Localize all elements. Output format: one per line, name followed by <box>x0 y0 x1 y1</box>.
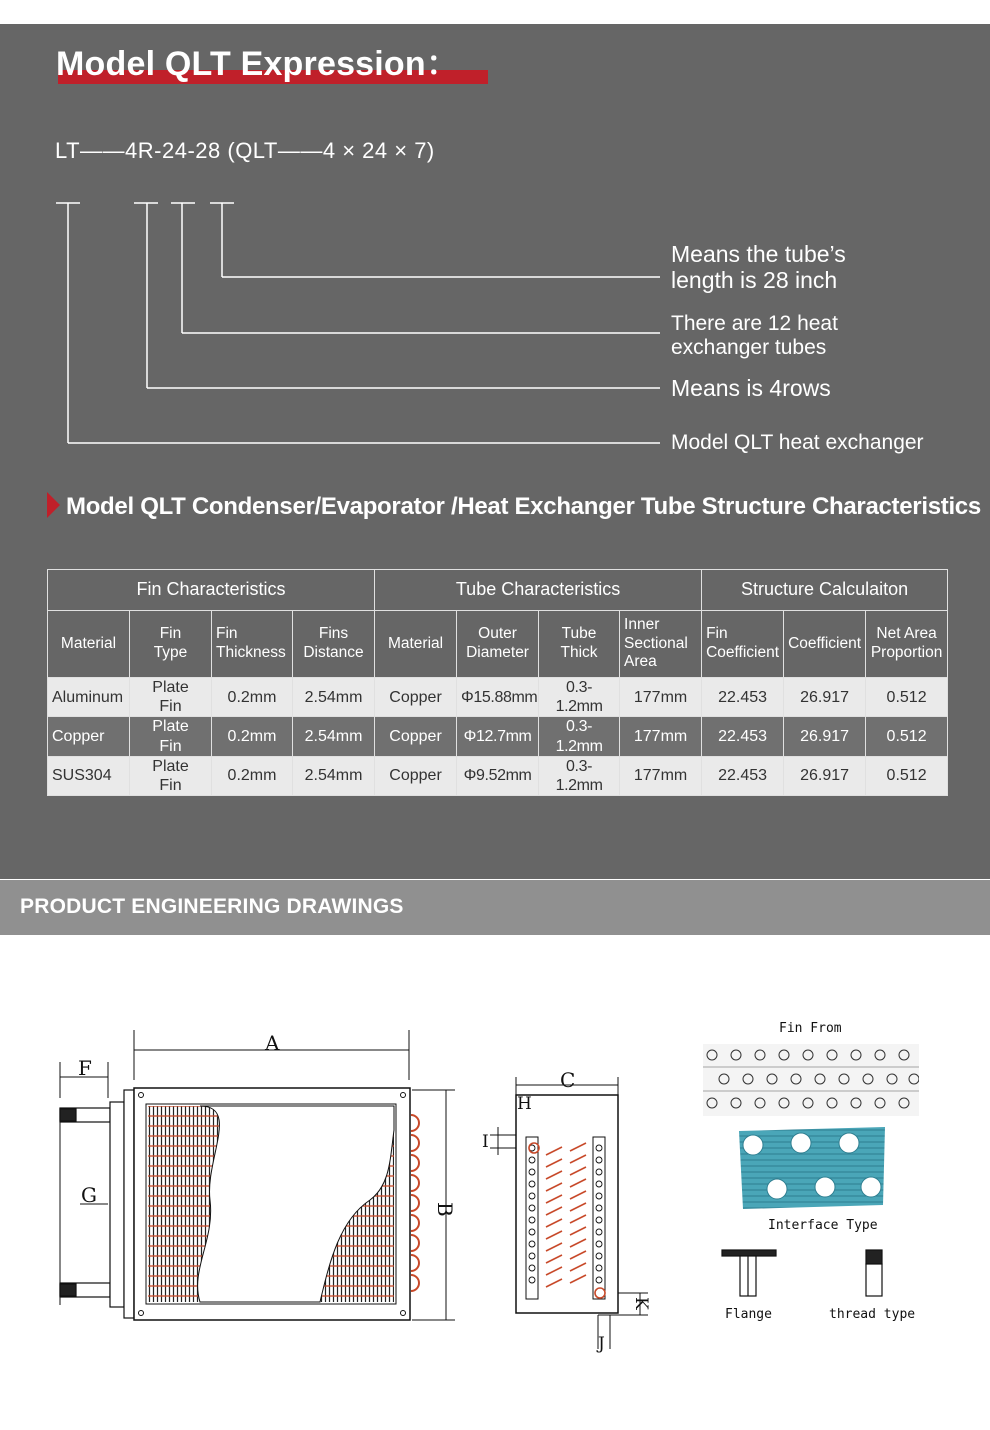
section-title-text: Model QLT Condenser/Evaporator /Heat Exchanger Tube Structure Characteristics <box>66 493 981 520</box>
interface-type-label: Interface Type <box>768 1218 878 1233</box>
header-text: Material <box>60 634 117 652</box>
explanation-tube-count-line1: There are 12 heat <box>671 312 838 335</box>
cell-text: Plate <box>152 718 189 736</box>
cell-inner-area: 177mm <box>620 678 702 717</box>
explanation-tube-length-line1: Means the tube’s <box>671 241 846 267</box>
cell-text: Plate <box>152 757 189 775</box>
cell-fin-type <box>130 678 212 717</box>
cell-coefficient: 26.917 <box>784 756 866 795</box>
header-tube-thick <box>539 611 620 678</box>
cell-tube-thick: 0.3-1.2mm <box>539 756 620 795</box>
explanation-model-line1: Model QLT heat exchanger <box>671 431 924 454</box>
cell-outer-diameter: Φ9.52mm <box>457 756 539 795</box>
header-text: Inner <box>624 616 660 634</box>
cell-tube-material: Copper <box>375 756 457 795</box>
cell-fin-coefficient: 22.453 <box>702 717 784 756</box>
cell-fin-coefficient: 22.453 <box>702 678 784 717</box>
cell-net-area: 0.512 <box>866 717 948 756</box>
header-text: Type <box>153 644 188 661</box>
page-title: Model QLT Expression： <box>56 45 461 83</box>
header-text: Distance <box>303 644 364 661</box>
header-text: Coefficient <box>788 634 862 652</box>
side-view-drawing <box>480 1065 660 1355</box>
front-view-drawing <box>0 1020 480 1340</box>
cell-inner-area: 177mm <box>620 756 702 795</box>
explanation-tube-length <box>671 241 846 294</box>
table-group-row <box>48 570 948 611</box>
dim-label-f: F <box>78 1056 92 1080</box>
header-net-area <box>866 611 948 678</box>
header-tube-material <box>375 611 457 678</box>
thread-type-icon <box>860 1248 890 1298</box>
characteristics-table <box>47 569 948 796</box>
table-row <box>48 678 948 717</box>
header-text: Sectional <box>624 634 688 652</box>
flange-icon <box>720 1248 780 1298</box>
cell-coefficient: 26.917 <box>784 678 866 717</box>
dim-label-j: J <box>598 1334 605 1354</box>
header-text: Net Area <box>876 625 937 643</box>
cell-fin-thickness: 0.2mm <box>212 678 293 717</box>
header-fins-distance <box>293 611 375 678</box>
fin-form-strip <box>703 1044 919 1116</box>
cell-tube-thick: 0.3-1.2mm <box>539 678 620 717</box>
header-inner-area <box>620 611 702 678</box>
dim-label-i: I <box>482 1132 489 1152</box>
cell-outer-diameter: Φ15.88mm <box>457 678 539 717</box>
fin-from-label: Fin From <box>779 1021 842 1036</box>
header-text: Material <box>387 634 444 652</box>
cell-text: Fin <box>159 698 182 716</box>
thread-type-label: thread type <box>829 1307 916 1322</box>
table-header-row <box>48 611 948 678</box>
cell-inner-area: 177mm <box>620 717 702 756</box>
header-text: Proportion <box>870 644 943 661</box>
header-text: Fins <box>318 625 349 643</box>
header-text: Diameter <box>466 644 529 661</box>
explanation-rows-line1: Means is 4rows <box>671 375 831 401</box>
section-title <box>47 492 981 521</box>
flange-label: Flange <box>725 1307 772 1322</box>
group-fin-characteristics: Fin Characteristics <box>48 570 375 611</box>
dim-label-b: B <box>433 1202 457 1217</box>
cell-fin-material: SUS304 <box>48 756 130 795</box>
cell-fin-material: Copper <box>48 717 130 756</box>
banner-title: PRODUCT ENGINEERING DRAWINGS <box>20 895 404 918</box>
cell-outer-diameter: Φ12.7mm <box>457 717 539 756</box>
dim-label-k: K <box>631 1297 651 1310</box>
header-text: Fin <box>159 625 182 643</box>
dim-label-c: C <box>560 1068 576 1092</box>
header-text: Area <box>624 653 657 671</box>
header-fin-coefficient <box>702 611 784 678</box>
cell-text: Fin <box>159 737 182 755</box>
header-text: Tube <box>561 625 597 643</box>
cell-fin-type <box>130 756 212 795</box>
dim-label-g: G <box>81 1183 97 1207</box>
group-tube-characteristics: Tube Characteristics <box>375 570 702 611</box>
cell-tube-material: Copper <box>375 717 457 756</box>
explanation-model <box>671 431 924 455</box>
cell-fin-thickness: 0.2mm <box>212 756 293 795</box>
header-fin-thickness <box>212 611 293 678</box>
header-text: Fin <box>706 625 728 643</box>
cell-fin-material: Aluminum <box>48 678 130 717</box>
header-text: Outer <box>478 625 517 643</box>
header-fin-type <box>130 611 212 678</box>
cell-coefficient: 26.917 <box>784 717 866 756</box>
red-triangle-icon <box>47 492 60 518</box>
dim-label-h: H <box>517 1094 532 1114</box>
cell-fins-distance: 2.54mm <box>293 756 375 795</box>
explanation-tube-length-line2: length is 28 inch <box>671 267 838 294</box>
header-text: Fin <box>216 625 238 643</box>
fin-photo <box>737 1127 887 1209</box>
cell-net-area: 0.512 <box>866 678 948 717</box>
header-text: Thick <box>560 644 598 661</box>
header-text: Thickness <box>216 644 286 661</box>
cell-fin-coefficient: 22.453 <box>702 756 784 795</box>
header-coefficient <box>784 611 866 678</box>
table-row <box>48 756 948 795</box>
header-fin-material <box>48 611 130 678</box>
cell-text: Plate <box>152 679 189 696</box>
table-row <box>48 717 948 756</box>
cell-fins-distance: 2.54mm <box>293 717 375 756</box>
explanation-rows <box>671 375 831 401</box>
explanation-tube-count <box>671 312 838 360</box>
cell-fins-distance: 2.54mm <box>293 678 375 717</box>
dim-label-a: A <box>265 1031 280 1055</box>
cell-text: Fin <box>159 776 182 794</box>
header-outer-diameter <box>457 611 539 678</box>
cell-net-area: 0.512 <box>866 756 948 795</box>
group-structure-calculation: Structure Calculaiton <box>702 570 948 611</box>
cell-tube-material: Copper <box>375 678 457 717</box>
header-text: Coefficient <box>706 644 780 661</box>
cell-fin-thickness: 0.2mm <box>212 717 293 756</box>
model-code: LT——4R-24-28 (QLT——4 × 24 × 7) <box>55 138 435 163</box>
cell-tube-thick: 0.3-1.2mm <box>539 717 620 756</box>
cell-fin-type <box>130 717 212 756</box>
explanation-tube-count-line2: exchanger tubes <box>671 336 827 360</box>
